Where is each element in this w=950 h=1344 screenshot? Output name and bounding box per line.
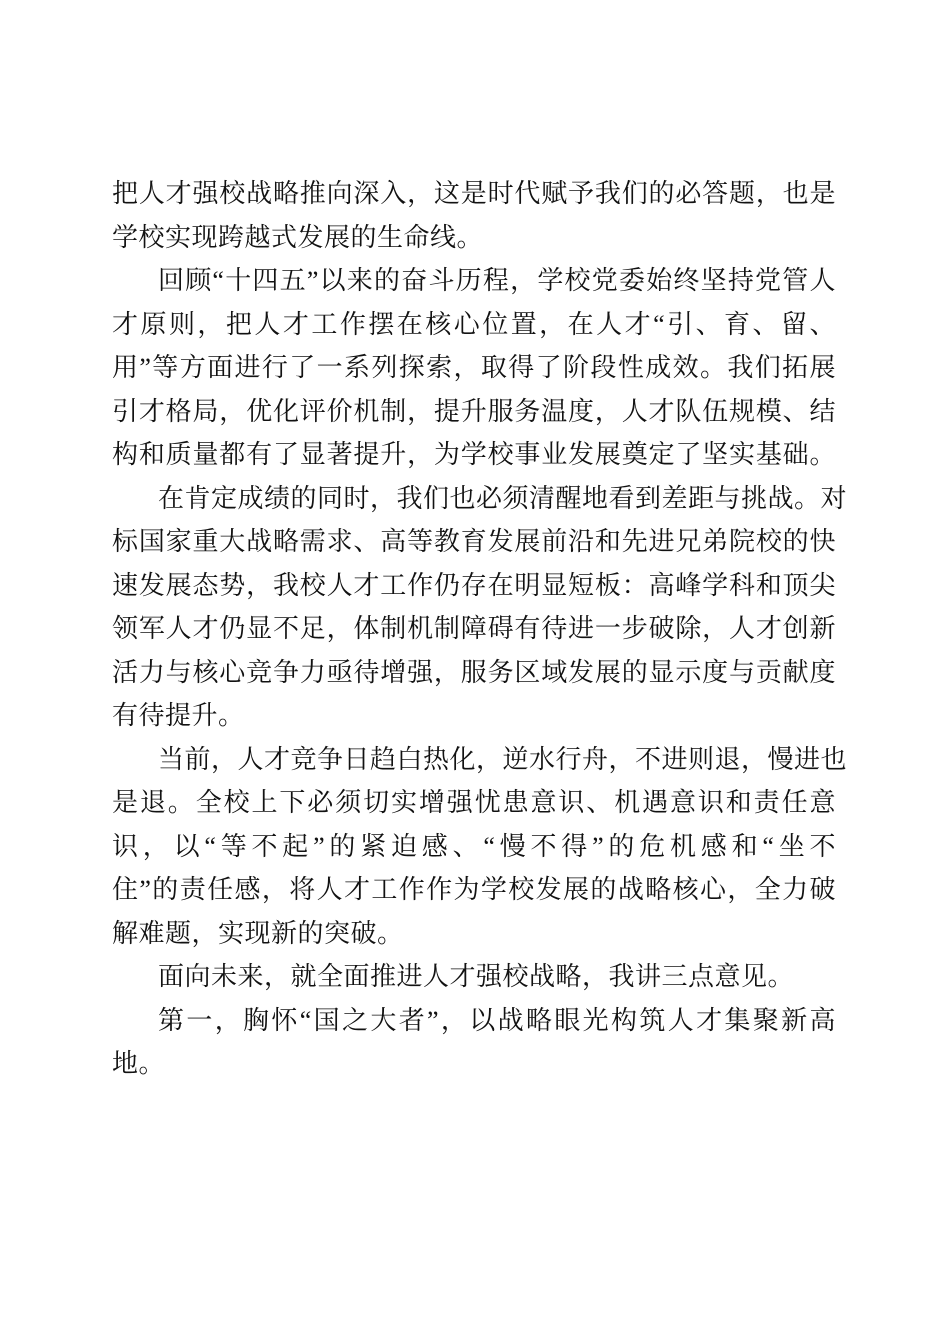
text-line: 构和质量都有了显著提升，为学校事业发展奠定了坚实基础。 — [112, 440, 836, 469]
text-line: 才原则，把人才工作摆在核心位置，在人才“引、育、留、 — [112, 309, 836, 339]
text-line: 学校实现跨越式发展的生命线。 — [112, 222, 484, 252]
text-line: 在肯定成绩的同时，我们也必须清醒地看到差距与挑战。对 — [158, 483, 848, 513]
text-line: 引才格局，优化评价机制，提升服务温度，人才队伍规模、结 — [112, 396, 836, 426]
text-line: 回顾“十四五”以来的奋斗历程，学校党委始终坚持党管人 — [158, 266, 836, 295]
text-line: 解难题，实现新的突破。 — [112, 918, 404, 948]
document-text-block — [112, 172, 848, 1086]
text-line: 活力与核心竞争力亟待增强，服务区域发展的显示度与贡献度 — [112, 657, 836, 687]
text-line: 用”等方面进行了一系列探索，取得了阶段性成效。我们拓展 — [112, 353, 836, 382]
text-line: 识，以“等不起”的紧迫感、“慢不得”的危机感和“坐不 — [112, 831, 836, 861]
text-line: 标国家重大战略需求、高等教育发展前沿和先进兄弟院校的快 — [112, 527, 836, 556]
text-line: 当前，人才竞争日趋白热化，逆水行舟，不进则退，慢进也 — [158, 744, 848, 774]
text-line: 地。 — [112, 1049, 166, 1078]
text-line: 速发展态势，我校人才工作仍存在明显短板：高峰学科和顶尖 — [112, 570, 836, 600]
text-line: 领军人才仍显不足，体制机制障碍有待进一步破除，人才创新 — [112, 614, 836, 643]
text-line: 住”的责任感，将人才工作作为学校发展的战略核心，全力破 — [112, 875, 836, 904]
text-line: 有待提升。 — [112, 701, 245, 730]
text-line: 第一，胸怀“国之大者”，以战略眼光构筑人才集聚新高 — [158, 1005, 836, 1035]
text-line: 面向未来，就全面推进人才强校战略，我讲三点意见。 — [158, 962, 795, 991]
text-line: 是退。全校上下必须切实增强忧患意识、机遇意识和责任意 — [112, 788, 836, 817]
text-line: 把人才强校战略推向深入，这是时代赋予我们的必答题，也是 — [112, 179, 836, 208]
